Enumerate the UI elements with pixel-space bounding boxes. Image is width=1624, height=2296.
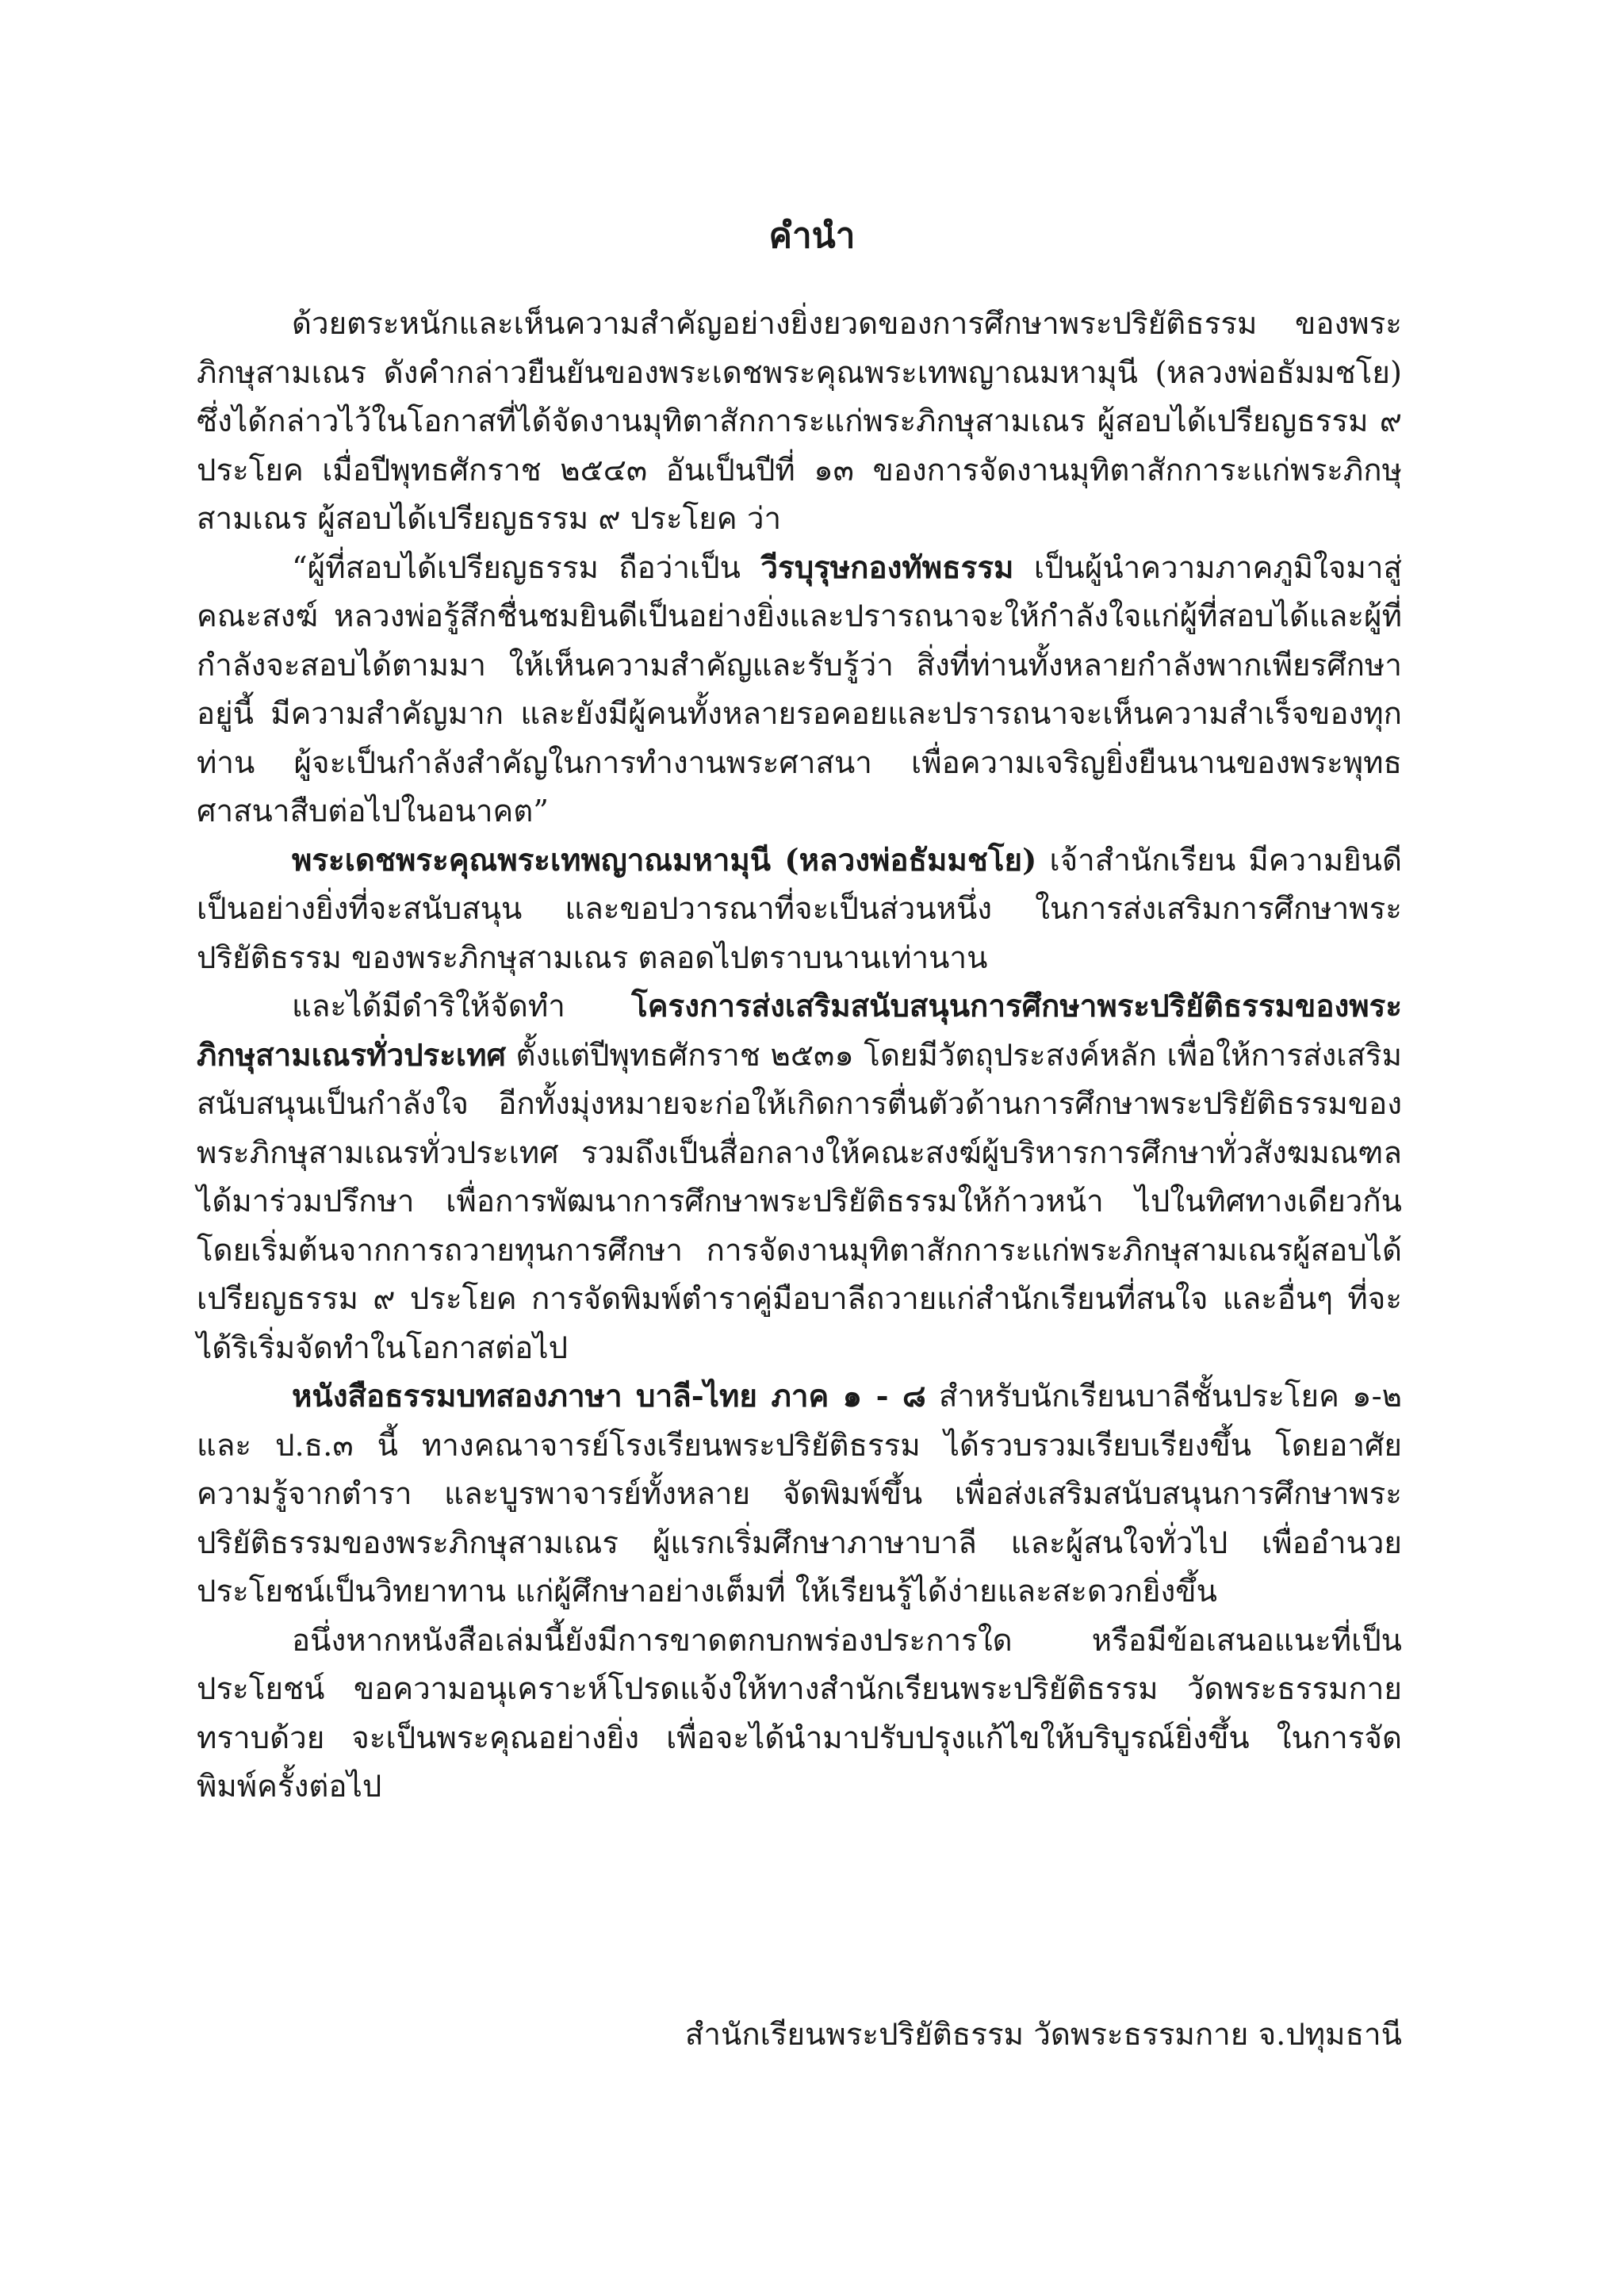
book-text: สำหรับนักเรียนบาลีชั้นประโยค ๑-๒ และ ป.ธ.๓ นี้ ทางคณาจารย์โรงเรียนพระปริยัติธรรม ได้รวบรวมเรียบเรียงขึ้น โดยอาศัยความรู้จากตำรา และบูรพาจารย์ทั้งหลาย จัดพิมพ์ขึ้น เพื่อส่งเสริมสนับสนุนการศึกษาพระปริยัติธรรมของพระภิกษุสามเณร ผู้แรกเริ่มศึกษาภาษาบาลี และผู้สนใจทั่วไป เพื่ออำนวยประโยชน์เป็นวิทยาทาน แก่ผู้ศึกษาอย่างเต็มที่ ให้เรียนรู้ได้ง่ายและสะดวกยิ่งขึ้น [197, 1379, 1402, 1609]
paragraph-intro: ด้วยตระหนักและเห็นความสำคัญอย่างยิ่งยวดของการศึกษาพระปริยัติธรรม ของพระภิกษุสามเณร ดังคำกล่าวยืนยันของพระเดชพระคุณพระเทพญาณมหามุนี (หลวงพ่อธัมมชโย) ซึ่งได้กล่าวไว้ในโอกาสที่ได้จัดงานมุทิตาสักการะแก่พระภิกษุสามเณร ผู้สอบได้เปรียญธรรม ๙ ประโยค เมื่อปีพุทธศักราช ๒๕๔๓ อันเป็นปีที่ ๑๓ ของการจัดงานมุทิตาสักการะแก่พระภิกษุสามเณร ผู้สอบได้เปรียญธรรม ๙ ประโยค ว่า [197, 306, 1402, 537]
quote-emphasis: วีรบุรุษกองทัพธรรม [760, 549, 1014, 586]
preface-body [197, 300, 1402, 1812]
paragraph-abbot [197, 836, 1402, 983]
quote-text-end: เป็นผู้นำความภาคภูมิใจมาสู่คณะสงฆ์ หลวงพ่อรู้สึกชื่นชมยินดีเป็นอย่างยิ่งและปรารถนาจะให้กำลังใจแก่ผู้ที่สอบได้และผู้ที่กำลังจะสอบได้ตามมา ให้เห็นความสำคัญและรับรู้ว่า สิ่งที่ท่านทั้งหลายกำลังพากเพียรศึกษาอยู่นี้ มีความสำคัญมาก และยังมีผู้คนทั้งหลายรอคอยและปรารถนาจะเห็นความสำเร็จของทุกท่าน ผู้จะเป็นกำลังสำคัญในการทำงานพระศาสนา เพื่อความเจริญยิ่งยืนนานของพระพุทธศาสนาสืบต่อไปในอนาคต” [197, 549, 1403, 829]
paragraph-closing: อนึ่งหากหนังสือเล่มนี้ยังมีการขาดตกบกพร่องประการใด หรือมีข้อเสนอแนะที่เป็นประโยชน์ ขอความอนุเคราะห์โปรดแจ้งให้ทางสำนักเรียนพระปริยัติธรรม วัดพระธรรมกาย ทราบด้วย จะเป็นพระคุณอย่างยิ่ง เพื่อจะได้นำมาปรับปรุงแก้ไขให้บริบูรณ์ยิ่งขึ้น ในการจัดพิมพ์ครั้งต่อไป [197, 1622, 1402, 1804]
signature-line: สำนักเรียนพระปริยัติธรรม วัดพระธรรมกาย จ.ปทุมธานี [684, 2017, 1402, 2053]
abbot-text: เจ้าสำนักเรียน มีความยินดีเป็นอย่างยิ่งที่จะสนับสนุน และขอปวารณาที่จะเป็นส่วนหนึ่ง ในการส่งเสริมการศึกษาพระปริยัติธรรม ของพระภิกษุสามเณร ตลอดไปตราบนานเท่านาน [197, 842, 1403, 976]
project-text-start: และได้มีดำริให้จัดทำ [292, 989, 632, 1024]
quote-text-start: “ผู้ที่สอบได้เปรียญธรรม ถือว่าเป็น [292, 549, 761, 586]
page-title: คำนำ [768, 216, 856, 256]
book-title: หนังสือธรรมบทสองภาษา บาลี-ไทย ภาค ๑ - ๘ [292, 1379, 926, 1414]
project-text-end: ตั้งแต่ปีพุทธศักราช ๒๕๓๑ โดยมีวัตถุประสงค์หลัก เพื่อให้การส่งเสริมสนับสนุนเป็นกำลังใจ อีกทั้งมุ่งหมายจะก่อให้เกิดการตื่นตัวด้านการศึกษาพระปริยัติธรรมของพระภิกษุสามเณรทั่วประเทศ รวมถึงเป็นสื่อกลางให้คณะสงฆ์ผู้บริหารการศึกษาทั่วสังฆมณฑลได้มาร่วมปรึกษา เพื่อการพัฒนาการศึกษาพระปริยัติธรรมให้ก้าวหน้า ไปในทิศทางเดียวกัน โดยเริ่มต้นจากการถวายทุนการศึกษา การจัดงานมุทิตาสักการะแก่พระภิกษุสามเณรผู้สอบได้เปรียญธรรม ๙ ประโยค การจัดพิมพ์ตำราคู่มือบาลีถวายแก่สำนักเรียนที่สนใจ และอื่นๆ ที่จะได้ริเริ่มจัดทำในโอกาสต่อไป [197, 1037, 1402, 1366]
paragraph-book [197, 1372, 1402, 1617]
paragraph-project [197, 982, 1402, 1372]
paragraph-quote [197, 544, 1402, 836]
project-name: โครงการส่งเสริมสนับสนุนการศึกษาพระปริยัติธรรมของพระภิกษุสามเณรทั่วประเทศ [197, 989, 1402, 1073]
abbot-name: พระเดชพระคุณพระเทพญาณมหามุนี (หลวงพ่อธัมมชโย) [292, 842, 1037, 878]
